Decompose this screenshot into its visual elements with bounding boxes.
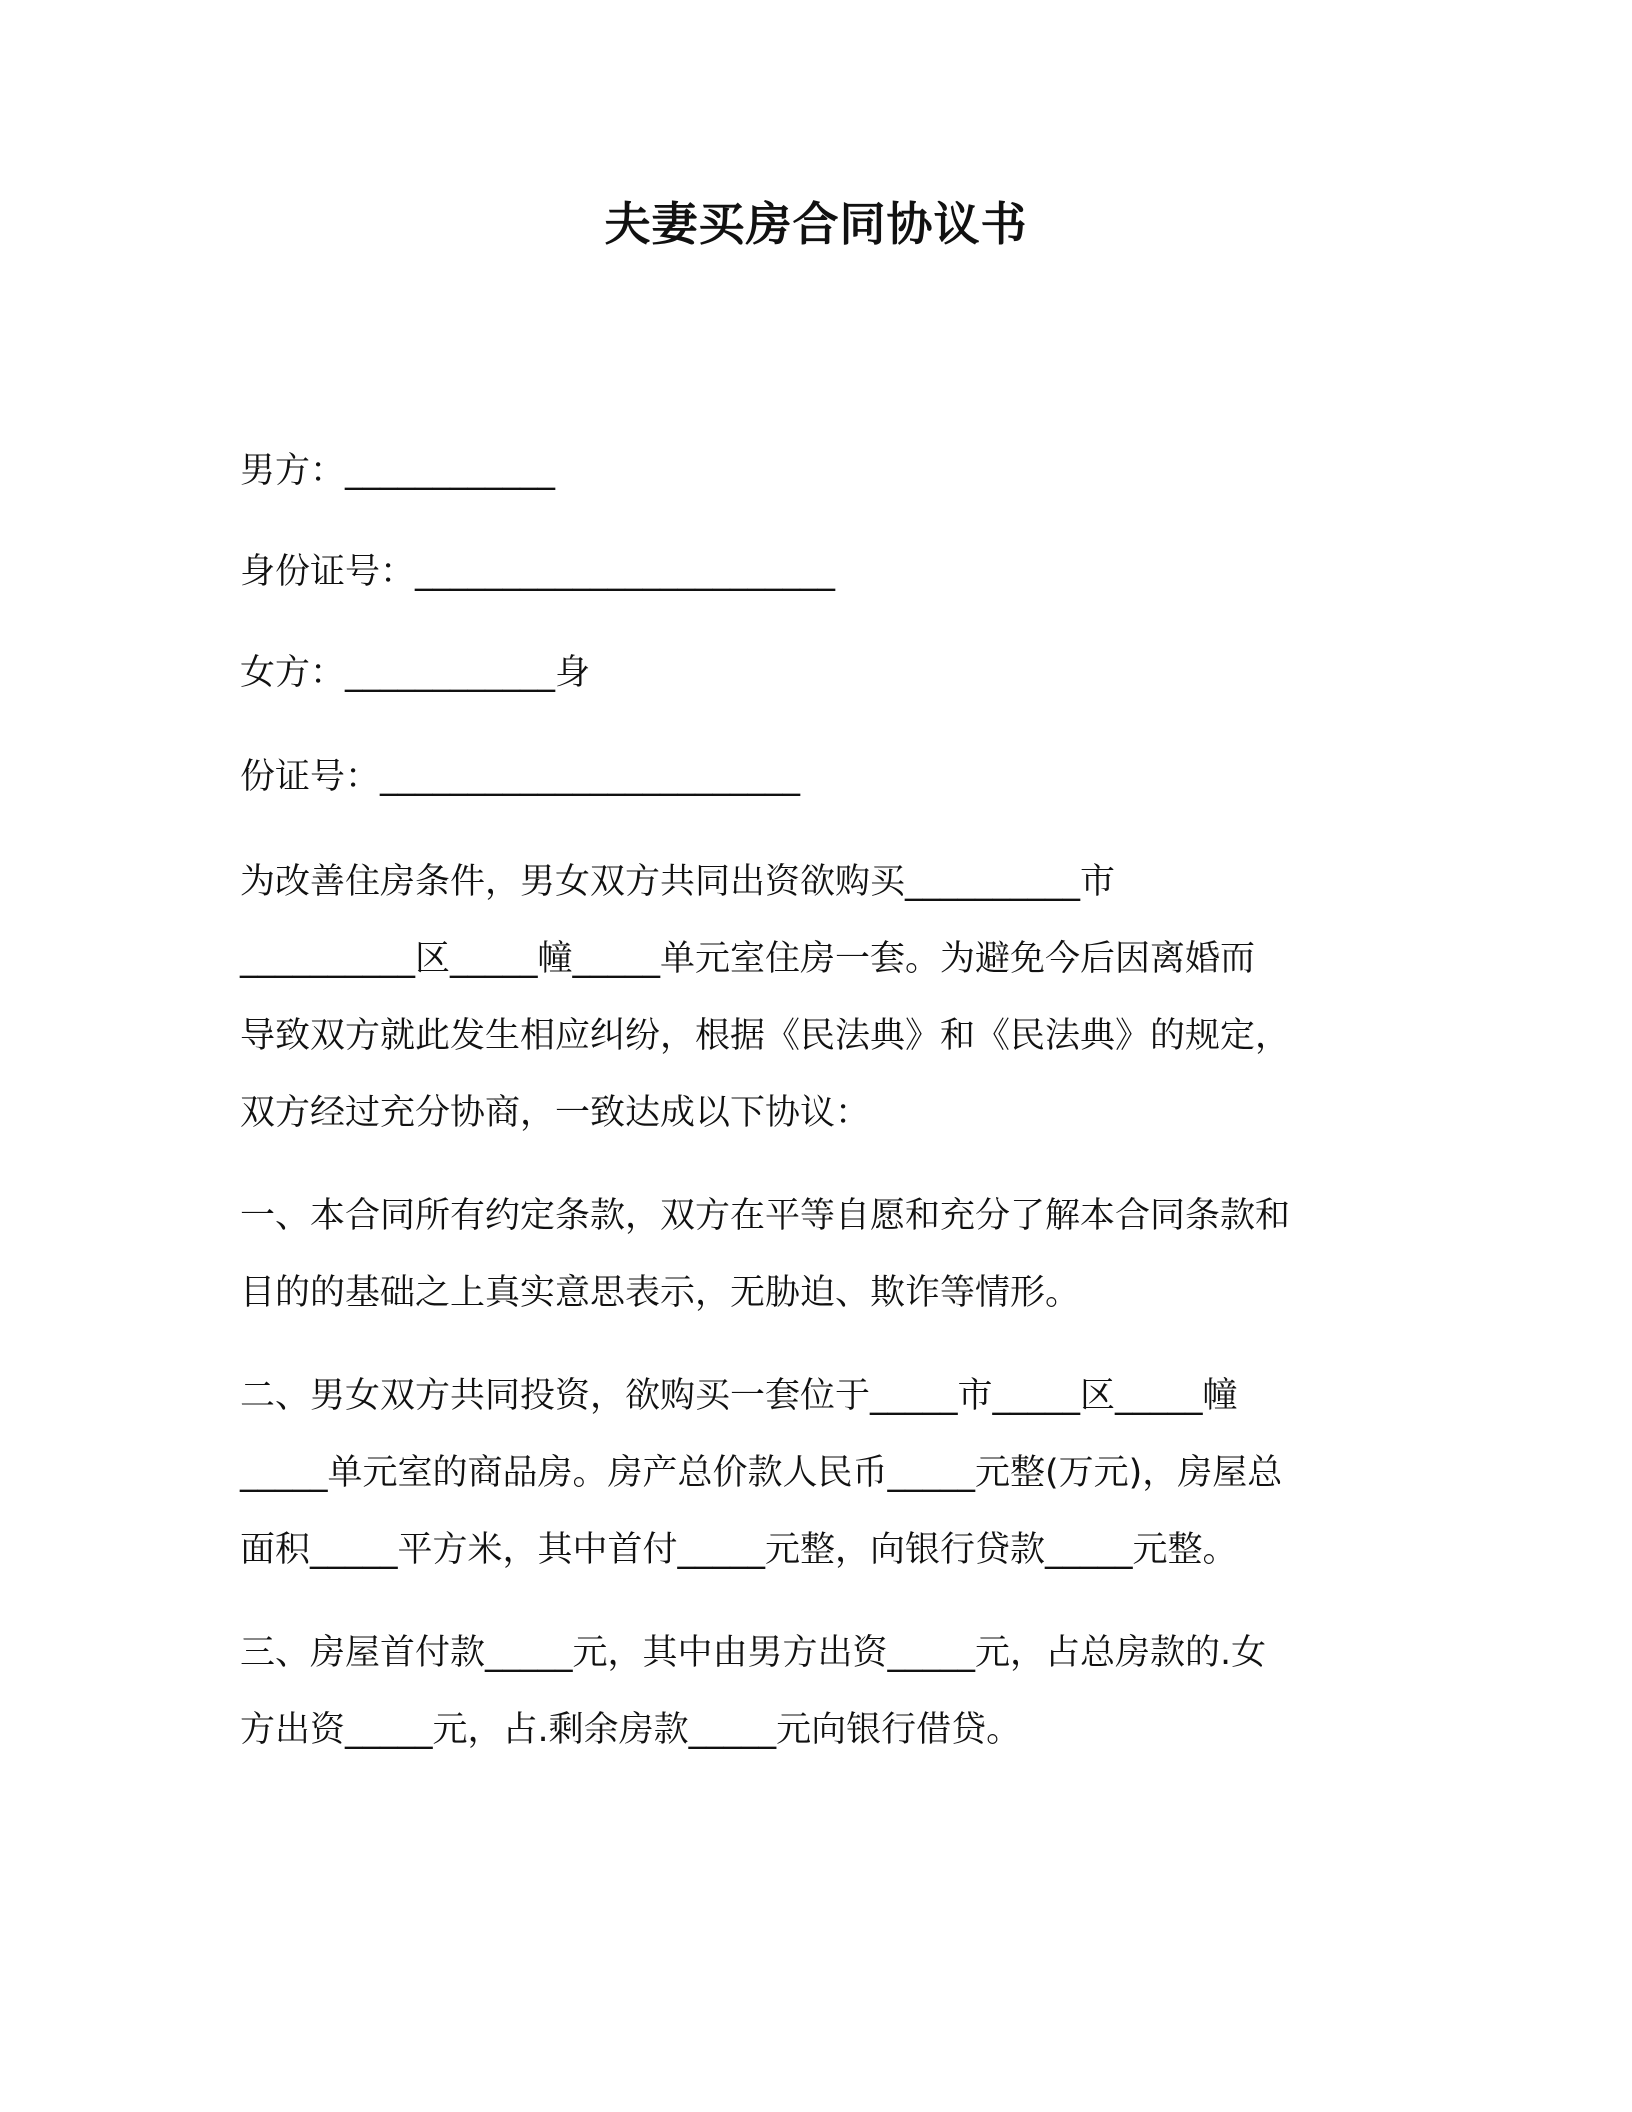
preamble-line-2: __________区_____幢_____单元室住房一套。为避免今后因离婚而 [240,939,1256,979]
wife-name-line: 女方：____________身 [240,653,591,693]
clause-3-line-1: 三、房屋首付款_____元，其中由男方出资_____元，占总房款的.女 [240,1633,1267,1673]
clause-2-line-3: 面积_____平方米，其中首付_____元整，向银行贷款_____元整。 [240,1530,1238,1570]
husband-name-line: 男方：____________ [240,451,556,491]
clause-2-line-1: 二、男女双方共同投资，欲购买一套位于_____市_____区_____幢 [240,1376,1238,1416]
document-title: 夫妻买房合同协议书 [604,197,1028,251]
clause-1-line-1: 一、本合同所有约定条款，双方在平等自愿和充分了解本合同条款和 [240,1196,1291,1236]
husband-id-line: 身份证号：________________________ [240,552,836,592]
clause-1-line-2: 目的的基础之上真实意思表示，无胁迫、欺诈等情形。 [240,1273,1081,1313]
clause-2-line-2: _____单元室的商品房。房产总价款人民币_____元整(万元)，房屋总 [240,1453,1283,1493]
clause-3-line-2: 方出资_____元，占.剩余房款_____元向银行借贷。 [240,1710,1022,1750]
wife-id-line: 份证号：________________________ [240,757,801,797]
preamble-line-4: 双方经过充分协商，一致达成以下协议： [240,1093,871,1133]
preamble-line-1: 为改善住房条件，男女双方共同出资欲购买__________市 [240,862,1116,902]
preamble-line-3: 导致双方就此发生相应纠纷，根据《民法典》和《民法典》的规定， [240,1016,1291,1056]
